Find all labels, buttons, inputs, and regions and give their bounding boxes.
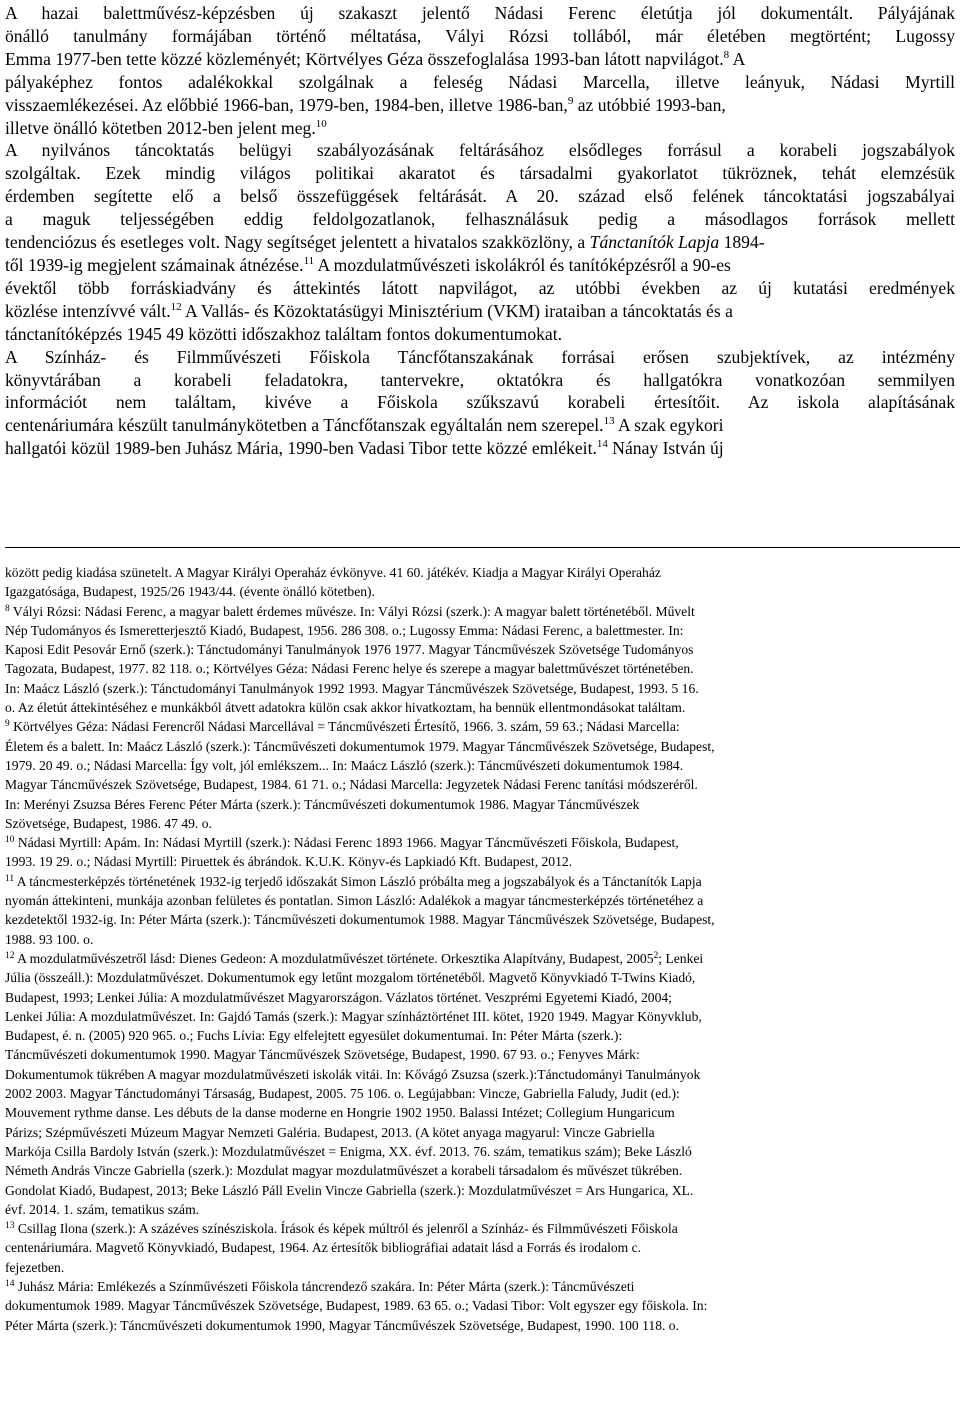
footnote-12 [5, 949, 955, 1219]
footnote-line: Budapest, 1993; Lenkei Júlia: A mozdulatművészet Magyarországon. Vázlatos történet. Veszprémi Egyetemi Kiadó, 2004; [5, 989, 672, 1005]
footnote-line [5, 949, 955, 968]
footnote-number: 10 [5, 835, 15, 846]
footnote-line: Igazgatósága, Budapest, 1925/26 1943/44. (évente önálló kötetben). [5, 584, 375, 600]
footnote-line: o. Az életút áttekintéséhez e munkákból átvett adatokra külön csak akkor hivatkoztam, ha bennük ellentmondásokat találtam. [5, 700, 686, 716]
footnote-line: 1979. 20 49. o.; Nádasi Marcella: Így volt, jól emlékszem... In: Maácz László (szerk.): Táncművészeti dokumentumok 1984. [5, 757, 684, 773]
text-fragment: Csillag Ilona (szerk.): A százéves színésziskola. Írások és képek múltról és jelenről a Színház- és Filmművészeti Főiskola [14, 1221, 678, 1237]
footnote-14 [5, 1277, 955, 1335]
text-fragment: A Vallás- és Közoktatásügyi Minisztérium (VKM) irataiban a táncoktatás és a [181, 300, 733, 321]
footnote-ref-9[interactable]: 9 [567, 94, 574, 107]
text-fragment: Emma 1977-ben tette közzé közleményét; Körtvélyes Géza összefoglalása 1993-ban látott napvilágot. [5, 48, 724, 69]
footnote-line: Szövetsége, Budapest, 1986. 47 49. o. [5, 815, 212, 831]
paragraph-academy-sources [5, 346, 955, 461]
text-fragment: A mozdulatművészetről lásd: Dienes Gedeon: A mozdulatművészet története. Orkesztika Alapítvány, Budapest, 2005 [14, 950, 654, 966]
footnote-number: 11 [5, 873, 15, 884]
main-text [5, 2, 955, 460]
text-fragment: hallgatói közül 1989-ben Juhász Mária, 1990-ben Vadasi Tibor tette közzé emlékeit. [5, 438, 597, 459]
text-fragment: centenáriumára készült tanulmánykötetben a Táncfőtanszak egyáltalán nem szerepel. [5, 415, 604, 436]
footnote-ref-13[interactable]: 13 [603, 415, 615, 428]
text-fragment: től 1939-ig megjelent számainak átnézése. [5, 254, 304, 275]
footnote-line: Dokumentumok tükrében A magyar mozdulatművészeti iskolák vitái. In: Kővágó Zsuzsa (szerk.):Tánctudományi Tanulmányok [5, 1066, 701, 1082]
footnote-11 [5, 872, 955, 949]
footnote-line: Életem és a balett. In: Maácz László (szerk.): Táncművészeti dokumentumok 1979. Magyar Táncművészek Szövetsége, Budapest, [5, 738, 715, 754]
text-fragment: A mozdulatművészeti iskolákról és tanítóképzésről a 90-es [314, 254, 731, 275]
footnote-line: Péter Márta (szerk.): Táncművészeti dokumentumok 1990, Magyar Táncművészek Szövetsége, Budapest, 1990. 100 118. o. [5, 1317, 679, 1333]
footnote-line: Budapest, é. n. (2005) 920 965. o.; Fuchs Lívia: Egy elfelejtett egyesület dokumentumai. In: Péter Márta (szerk.): [5, 1028, 623, 1044]
footnote-ref-8[interactable]: 8 [723, 48, 730, 61]
footnote-line: Kaposi Edit Pesovár Ernő (szerk.): Tánctudományi Tanulmányok 1976 1977. Magyar Táncművészek Szövetsége Tudományos [5, 642, 694, 658]
text-line: érdemben segítette elő a belső összefüggések feltárását. A 20. század első felének táncoktatási jogszabályai [5, 186, 955, 207]
footnote-line: Magyar Táncművészek Szövetsége, Budapest, 1984. 61 71. o.; Nádasi Marcella: Jegyzetek Nádasi Ferenc tanítási módszeréről. [5, 777, 698, 793]
footnote-line: 1988. 93 100. o. [5, 931, 94, 947]
footnote-line: Nép Tudományos és Ismeretterjesztő Kiadó, Budapest, 1956. 286 308. o.; Lugossy Emma: Nádasi Ferenc, a balettmester. In: [5, 622, 684, 638]
text-line: A Színház- és Filmművészeti Főiskola Táncfőtanszakának forrásai erősen szubjektívek, az intézmény [5, 346, 955, 367]
footnote-line: Gondolat Kiadó, Budapest, 2013; Beke László Páll Evelin Vincze Gabriella (szerk.): Mozdulatművészet = Ars Hungarica, XL. [5, 1182, 694, 1198]
footnote-number: 14 [5, 1278, 15, 1289]
footnote-line: dokumentumok 1989. Magyar Táncművészek Szövetsége, Budapest, 1989. 63 65. o.; Vadasi Tibor: Volt egyszer egy főiskola. In: [5, 1298, 708, 1314]
footnote-ref-11[interactable]: 11 [303, 254, 315, 267]
footnote-number: 13 [5, 1221, 15, 1232]
text-fragment: Nádasi Myrtill: Apám. In: Nádasi Myrtill (szerk.): Nádasi Ferenc 1893 1966. Magyar Táncművészeti Főiskola, Budapest, [14, 835, 679, 851]
text-fragment: A [729, 48, 746, 69]
footnote-line [5, 717, 955, 736]
text-line [5, 300, 955, 323]
text-fragment: A táncmesterképzés történetének 1932-ig terjedő időszakát Simon László próbálta meg a jogszabályok és a Tánctanítók Lapja [14, 873, 702, 889]
text-fragment: közlése intenzívvé vált. [5, 300, 171, 321]
text-line: könyvtárában a korabeli feladatokra, tantervekre, oktatókra és hallgatókra vonatkozóan semmilyen [5, 369, 955, 390]
text-line: tánctanítóképzés 1945 49 közötti időszakhoz találtam fontos dokumentumokat. [5, 323, 563, 344]
footnote-line: Tagozata, Budapest, 1977. 82 118. o.; Körtvélyes Géza: Nádasi Ferenc helye és szerepe a magyar balettművészet történetében. [5, 661, 694, 677]
text-line [5, 94, 955, 117]
footnote-ref-10[interactable]: 10 [315, 117, 327, 130]
footnote-line: évf. 2014. 1. szám, tematikus szám. [5, 1201, 200, 1217]
footnote-8 [5, 602, 955, 718]
text-line [5, 231, 955, 254]
text-fragment: ; Lenkei [658, 950, 704, 966]
text-line: A hazai balettművész-képzésben új szakaszt jelentő Nádasi Ferenc életútja jól dokumentált. Pályájának [5, 3, 955, 23]
footnote-ref-12[interactable]: 12 [170, 300, 182, 313]
text-fragment: illetve önálló kötetben 2012-ben jelent meg. [5, 117, 316, 138]
text-line [5, 414, 955, 437]
text-line: önálló tanulmány formájában történő méltatása, Vályi Rózsi tollából, már életében megtörtént; Lugossy [5, 25, 955, 46]
edition-superscript: 2 [653, 950, 659, 961]
footnote-line [5, 833, 955, 852]
footnote-line: In: Merényi Zsuzsa Béres Ferenc Péter Márta (szerk.): Táncművészeti dokumentumok 1986. Magyar Táncművészek [5, 796, 640, 812]
text-fragment: Körtvélyes Géza: Nádasi Ferencről Nádasi Marcellával = Táncművészeti Értesítő, 1966. 3. szám, 59 63.; Nádasi Marcella: [9, 719, 680, 735]
text-fragment: 1894- [719, 232, 765, 253]
footnote-line [5, 1277, 955, 1296]
footnote-separator [5, 547, 960, 548]
footnote-line: 1993. 19 29. o.; Nádasi Myrtill: Piruettek és ábrándok. K.U.K. Könyv-és Lapkiadó Kft. Budapest, 2012. [5, 854, 573, 870]
footnote-number: 12 [5, 950, 15, 961]
footnote-line: Táncművészeti dokumentumok 1990. Magyar Táncművészek Szövetsége, Budapest, 1990. 67 93. o.; Fenyves Márk: [5, 1047, 640, 1063]
footnote-line: fejezetben. [5, 1259, 65, 1275]
text-line: információt nem találtam, kivéve a Főiskola szűkszavú korabeli értesítőit. Az iskola alapításának [5, 392, 955, 413]
text-line: pályaképhez fontos adalékokkal szolgálnak a feleség Nádasi Marcella, illetve leányuk, Nádasi Myrtill [5, 71, 955, 92]
footnote-line [5, 872, 955, 891]
footnote-line: Júlia (összeáll.): Mozdulatművészet. Dokumentumok egy letűnt mozgalom történetéből. Magvető Könyvkiadó T-Twins Kiadó, [5, 970, 696, 986]
text-fragment: visszaemlékezései. Az előbbié 1966-ban, 1979-ben, 1984-ben, illetve 1986-ban, [5, 94, 568, 115]
footnote-number: 8 [5, 603, 10, 614]
text-line: A nyilvános táncoktatás belügyi szabályozásának feltárásához elsődleges forrásul a korabeli jogszabályok [5, 140, 955, 161]
text-line: szolgáltak. Ezek mindig világos politikai akaratot és társadalmi gyakorlatot tükröznek, tehát elemzésük [5, 163, 955, 184]
paragraph-nadasi-intro [5, 2, 955, 139]
footnote-number: 9 [5, 719, 10, 730]
footnote-9 [5, 717, 955, 833]
text-line [5, 254, 955, 277]
footnote-line: kezdetektől 1932-ig. In: Péter Márta (szerk.): Táncművészeti dokumentumok 1988. Magyar Táncművészek Szövetsége, Budapest, [5, 912, 715, 928]
text-fragment: az utóbbié 1993-ban, [573, 94, 726, 115]
text-fragment: tendenciózus és esetleges volt. Nagy segítséget jelentett a hivatalos szakközlöny, a [5, 232, 586, 253]
footnote-line: Lenkei Júlia: A mozdulatművészet. In: Gajdó Tamás (szerk.): Magyar színháztörténet III. kötet, 1920 1949. Magyar Könyvklub, [5, 1008, 702, 1024]
footnote-ref-14[interactable]: 14 [596, 438, 608, 451]
text-fragment: Vályi Rózsi: Nádasi Ferenc, a magyar balett érdemes művésze. In: Vályi Rózsi (szerk.): A magyar balett történetéből. Művelt [9, 603, 695, 619]
text-fragment: A szak egykori [614, 415, 724, 436]
footnote-line: centenáriumára. Magvető Könyvkiadó, Budapest, 1964. Az értesítők bibliográfiai adatait lásd a Forrás és irodalom c. [5, 1240, 642, 1256]
text-fragment: Juhász Mária: Emlékezés a Színművészeti Főiskola táncrendező szakára. In: Péter Márta (szerk.): Táncművészeti [14, 1278, 635, 1294]
text-fragment: Nánay István új [607, 438, 724, 459]
footnote-line: Markója Csilla Bardoly István (szerk.): Mozdulatművészet = Enigma, XX. évf. 2013. 76. szám, tematikus szám); Beke László [5, 1143, 692, 1159]
footnote-10 [5, 833, 955, 872]
footnote-line: Németh András Vincze Gabriella (szerk.): Mozdulat magyar mozdulatművészet a korabeli társadalom és művészet tükrében. [5, 1163, 683, 1179]
text-line [5, 437, 955, 460]
footnote-line [5, 602, 955, 621]
paragraph-sources [5, 139, 955, 345]
footnote-line: Mouvement rythme danse. Les débuts de la danse moderne en Hongrie 1902 1950. Balassi Intézet; Collegium Hungaricum [5, 1105, 675, 1121]
footnote-line: 2002 2003. Magyar Tánctudományi Társaság, Budapest, 2005. 75 106. o. Legújabban: Vincze, Gabriella Faludy, Judit (ed.): [5, 1086, 680, 1102]
footnotes [5, 563, 955, 1335]
footnote-13 [5, 1219, 955, 1277]
footnote-line [5, 1219, 955, 1238]
text-line [5, 48, 955, 71]
journal-title: Tánctanítók Lapja [589, 232, 720, 253]
footnote-continuation [5, 563, 955, 602]
footnote-line: Párizs; Szépművészeti Múzeum Magyar Nemzeti Galéria. Budapest, 2013. (A kötet anyaga magyarul: Vincze Gabriella [5, 1124, 655, 1140]
text-line: a maguk teljességében eddig feldolgozatlanok, felhasználásuk pedig a másodlagos források mellett [5, 209, 955, 230]
text-line [5, 117, 955, 140]
footnote-line: nyomán áttekinteni, munkája azonban felületes és pontatlan. Simon László: Adalékok a magyar táncmesterképzés történetéhez a [5, 893, 704, 909]
footnote-line: között pedig kiadása szünetelt. A Magyar Királyi Operaház évkönyve. 41 60. játékév. Kiadja a Magyar Királyi Operaház [5, 565, 661, 580]
footnote-line: In: Maácz László (szerk.): Tánctudományi Tanulmányok 1992 1993. Magyar Táncművészek Szövetsége, Budapest, 1993. 5 16. [5, 680, 699, 696]
text-line: évektől több forráskiadvány és áttekintés látott napvilágot, az utóbbi években az új kutatási eredmények [5, 277, 955, 298]
